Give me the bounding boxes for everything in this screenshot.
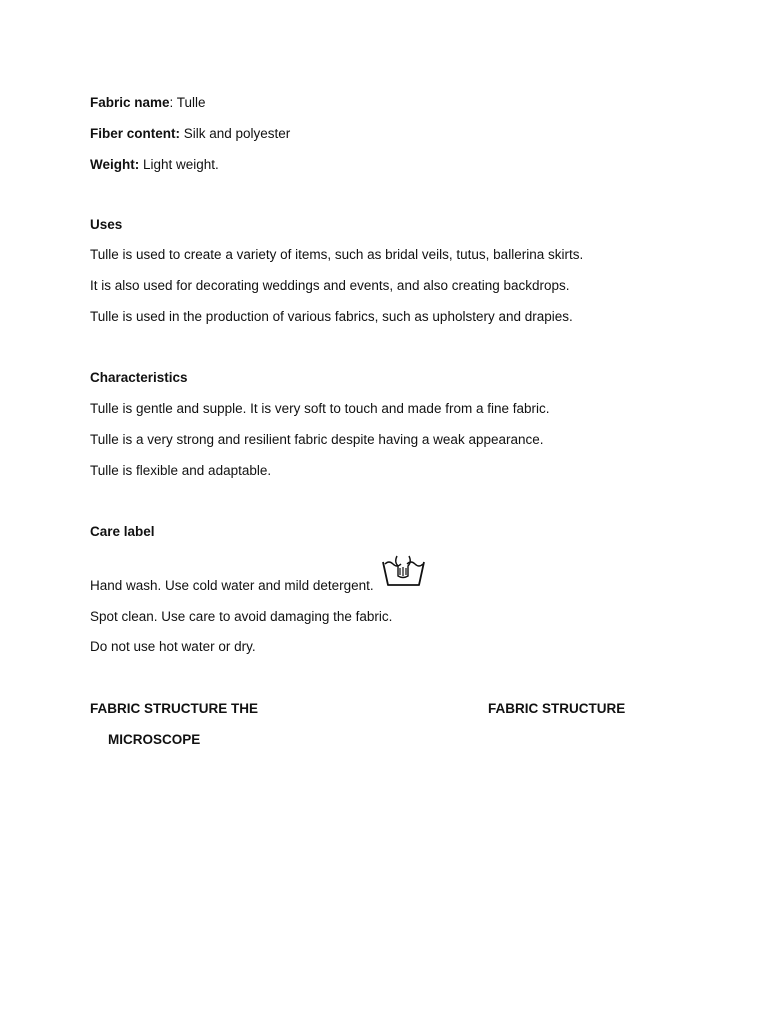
fiber-content-value: Silk and polyester <box>180 126 291 141</box>
care-line: Do not use hot water or dry. <box>90 639 256 654</box>
uses-heading: Uses <box>90 217 123 232</box>
weight-row <box>90 156 219 174</box>
structure-heading: FABRIC STRUCTURE <box>488 701 626 716</box>
care-line: Hand wash. Use cold water and mild detergent. <box>90 578 374 593</box>
characteristics-line: Tulle is flexible and adaptable. <box>90 463 272 478</box>
structure-microscope-heading: FABRIC STRUCTURE THE <box>90 701 258 716</box>
characteristics-heading: Characteristics <box>90 370 188 385</box>
care-label-heading: Care label <box>90 524 155 539</box>
uses-line: Tulle is used to create a variety of items, such as bridal veils, tutus, ballerina skirts. <box>90 247 584 262</box>
fabric-name-row <box>90 94 206 112</box>
characteristics-line: Tulle is gentle and supple. It is very soft to touch and made from a fine fabric. <box>90 401 550 416</box>
weight-label: Weight: <box>90 157 140 172</box>
care-line: Spot clean. Use care to avoid damaging the fabric. <box>90 609 393 624</box>
weight-value: Light weight. <box>139 157 219 172</box>
uses-line: It is also used for decorating weddings and events, and also creating backdrops. <box>90 278 570 293</box>
characteristics-line: Tulle is a very strong and resilient fabric despite having a weak appearance. <box>90 432 544 447</box>
fabric-name-label: Fabric name <box>90 95 170 110</box>
uses-line: Tulle is used in the production of various fabrics, such as upholstery and drapies. <box>90 309 573 324</box>
structure-microscope-heading-cont: MICROSCOPE <box>108 732 201 747</box>
hand-wash-icon <box>381 554 426 588</box>
fabric-name-value: : Tulle <box>169 95 206 110</box>
fiber-content-row <box>90 125 290 143</box>
fiber-content-label: Fiber content: <box>90 126 180 141</box>
